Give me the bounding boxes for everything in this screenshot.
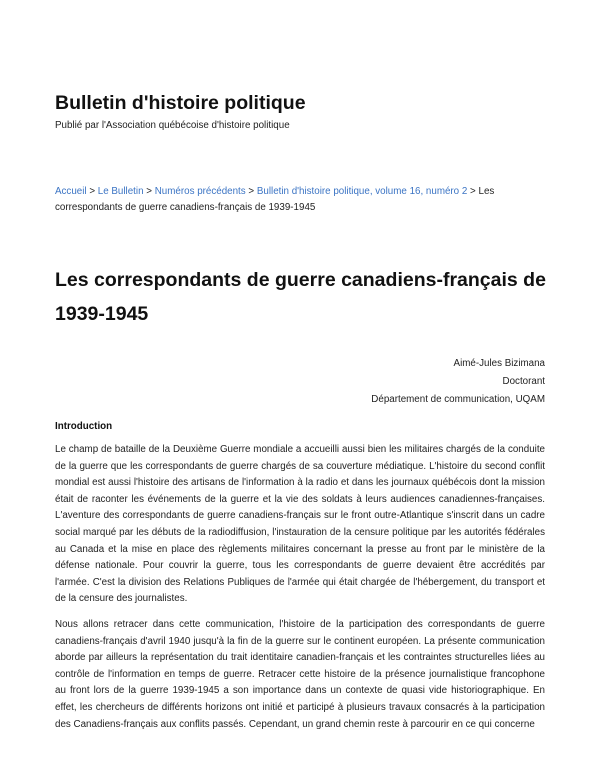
breadcrumb-link-numeros-precedents[interactable]: Numéros précédents (154, 186, 246, 197)
author-affiliation: Département de communication, UQAM (371, 394, 545, 405)
article-paragraph: Le champ de bataille de la Deuxième Guerre mondiale a accueilli aussi bien les militaires chargés de la conduite de la guerre que les correspondants de guerre chargés de sa couverture médiatique. L'histoire du second conflit mondial est aussi l'histoire des artisans de l'information à la radio et dans les journaux québécois dont la mission était de raconter les événements de la guerre et la vie des soldats à leurs audiences canadiennes-françaises. L'aventure des correspondants de guerre canadiens-français sur le front outre-Atlantique s'inscrit dans un cadre social marqué par les débuts de la radiodiffusion, l'instauration de la censure politique par les autorités fédérales au Canada et la mise en place des règlements militaires concernant la presse au front par le ministère de la défense nationale. Pour couvrir la guerre, tous les correspondants de guerre devaient être accrédités par l'armée. C'est la division des Relations Publiques de l'armée qui était chargée de l'hébergement, du transport et de la censure des journalistes. (55, 444, 545, 605)
breadcrumb-link-volume[interactable]: Bulletin d'histoire politique, volume 16, numéro 2 (256, 186, 468, 197)
article-paragraph: Nous allons retracer dans cette communication, l'histoire de la participation des correspondants de guerre canadiens-français d'avril 1940 jusqu'à la fin de la guerre sur le continent européen. La présente communication aborde par ailleurs la représentation du trait identitaire canadien-français et les contraintes structurelles liées au contrôle de l'information en temps de guerre. Retracer cette histoire de la présence journalistique francophone au front lors de la guerre 1939-1945 a son importance dans un contexte de quasi vide historiographique. En effet, les chercheurs de différents horizons ont initié et participé à plusieurs travaux consacrés à la participation des Canadiens-français aux conflits passés. Cependant, un grand chemin reste à parcourir en ce qui concerne (55, 619, 545, 730)
article-title: Les correspondants de guerre canadiens-français de 1939-1945 (55, 269, 546, 325)
breadcrumb-link-le-bulletin[interactable]: Le Bulletin (97, 186, 144, 197)
author-name: Aimé-Jules Bizimana (453, 358, 545, 369)
breadcrumb-current: Les correspondants de guerre canadiens-français de 1939-1945 (55, 186, 495, 213)
site-title[interactable]: Bulletin d'histoire politique (55, 92, 306, 114)
section-heading: Introduction (55, 421, 113, 432)
author-block (371, 355, 545, 409)
site-subtitle: Publié par l'Association québécoise d'histoire politique (55, 120, 290, 131)
breadcrumb-separator: > (146, 186, 155, 197)
author-role: Doctorant (502, 376, 545, 387)
breadcrumb-separator: > (89, 186, 98, 197)
breadcrumb-link-accueil[interactable]: Accueil (55, 186, 87, 197)
breadcrumb (55, 184, 545, 216)
breadcrumb-separator: > (248, 186, 257, 197)
breadcrumb-separator: > (470, 186, 479, 197)
